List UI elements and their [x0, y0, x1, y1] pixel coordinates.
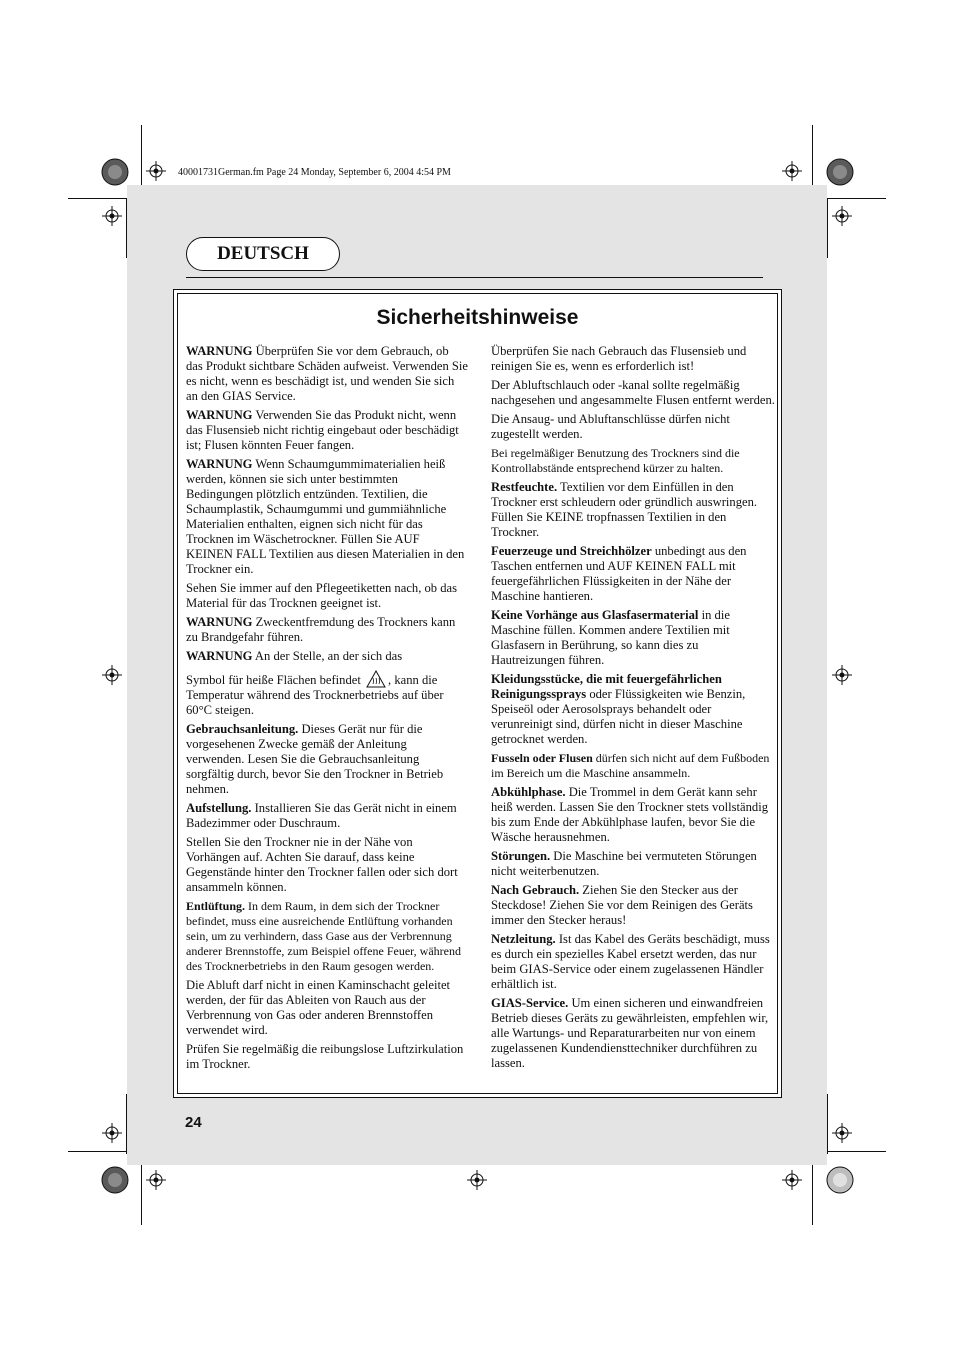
crop-line: [141, 1165, 142, 1225]
language-tab: DEUTSCH: [186, 237, 340, 271]
registration-mark-icon: [832, 665, 852, 685]
paragraph: Abkühlphase. Die Trommel in dem Gerät kann sehr heiß werden. Lassen Sie den Trockner stets vollständig bis zum Ende der Abkühlphase laufen, bevor Sie die Wäsche herausnehmen.: [491, 785, 769, 844]
crop-line: [812, 125, 813, 185]
registration-mark-icon: [102, 206, 122, 226]
crop-line: [827, 198, 886, 199]
color-dot-icon: [101, 158, 129, 186]
paragraph: WARNUNG Überprüfen Sie vor dem Gebrauch, ob das Produkt sichtbare Schäden aufweist. Verwenden Sie es nicht, wenn es beschädigt ist, und wenden Sie sich an den GIAS Service.: [186, 344, 469, 403]
registration-mark-icon: [782, 1170, 802, 1190]
crop-line: [827, 1094, 828, 1154]
paragraph: Nach Gebrauch. Ziehen Sie den Stecker aus der Steckdose! Ziehen Sie vor dem Reinigen des Geräts immer den Stecker heraus!: [491, 883, 753, 927]
registration-mark-icon: [102, 1123, 122, 1143]
paragraph: Gebrauchsanleitung. Dieses Gerät nur für die vorgesehenen Zwecke gemäß der Anleitung verwenden. Lesen Sie die Gebrauchsanleitung sorgfältig durch, bevor Sie den Trockner in Betrieb nehmen.: [186, 722, 444, 796]
safety-box: [173, 289, 782, 1098]
paragraph: Sehen Sie immer auf den Pflegeetiketten nach, ob das Material für das Trocknen geeignet ist.: [186, 581, 458, 610]
paragraph: WARNUNG Wenn Schaumgummimaterialien heiß werden, können sie sich unter bestimmten Bedingungen plötzlich entzünden. Textilien, die Schaumplastik, Schaumgummi und gummiähnliche Materialien enthalten, eignen sich nicht für das Trocknen im Wäschetrockner. Füllen Sie AUF KEINEN FALL Textilien aus diesen Materialien in den Trockner ein.: [186, 457, 465, 576]
paragraph: Entlüftung. In dem Raum, in dem sich der Trockner befindet, muss eine ausreichende Entlüftung vorhanden sein, um zu verhindern, dass Gase aus der Verbrennung anderer Brennstoffe, zum Beispiel offene Feuer, während des Trocknerbetriebs in den Raum gesogen werden.: [186, 899, 461, 973]
crop-line: [68, 1151, 127, 1152]
paragraph: Kleidungsstücke, die mit feuergefährlichen Reinigungssprays oder Flüssigkeiten wie Benzin, Speiseöl oder Aerosolsprays behandelt oder verunreinigt sind, dürfen nicht in dieser Maschine getrocknet werden.: [491, 672, 746, 746]
framemaker-header: 40001731German.fm Page 24 Monday, September 6, 2004 4:54 PM: [178, 167, 451, 178]
paragraph: GIAS-Service. Um einen sicheren und einwandfreien Betrieb dieses Geräts zu gewährleisten, empfehlen wir, alle Wartungs- und Reparaturarbeiten nur von einem zugelassenen Kundendiensttechniker durchführen zu lassen.: [491, 996, 769, 1070]
left-column: [186, 344, 468, 1076]
paragraph: Überprüfen Sie nach Gebrauch das Flusensieb und reinigen Sie es, wenn es erforderlich ist!: [491, 344, 747, 373]
page-number: 24: [185, 1114, 202, 1131]
crop-line: [827, 198, 828, 258]
crop-line: [126, 198, 127, 258]
color-dot-icon: [826, 1166, 854, 1194]
crop-line: [126, 1094, 127, 1154]
paragraph: Bei regelmäßiger Benutzung des Trockners sind die Kontrollabstände entsprechend kürzer zu halten.: [491, 446, 740, 475]
paragraph: Die Ansaug- und Abluftanschlüsse dürfen nicht zugestellt werden.: [491, 412, 730, 441]
paragraph: Störungen. Die Maschine bei vermuteten Störungen nicht weiterbenutzen.: [491, 849, 757, 878]
crop-line: [141, 125, 142, 185]
paragraph: Feuerzeuge und Streichhölzer unbedingt aus den Taschen entfernen und AUF KEINEN FALL mit feuergefährlichen Flüssigkeiten in der Nähe der Maschine hantieren.: [491, 544, 747, 603]
registration-mark-icon: [832, 1123, 852, 1143]
hot-surface-warning-icon: [366, 670, 386, 688]
color-dot-icon: [826, 158, 854, 186]
paragraph: Aufstellung. Installieren Sie das Gerät nicht in einem Badezimmer oder Duschraum.: [186, 801, 457, 830]
safety-box-inner-border: [177, 293, 778, 1094]
paragraph: Keine Vorhänge aus Glasfasermaterial in die Maschine füllen. Kommen andere Textilien mit Glasfasern in Berührung, so kann dies zu Hautreizungen führen.: [491, 608, 730, 667]
paragraph: Restfeuchte. Textilien vor dem Einfüllen in den Trockner erst schleudern oder gründlich auswringen. Füllen Sie KEINE tropfnassen Textilien in den Trockner.: [491, 480, 758, 539]
paragraph: WARNUNG Verwenden Sie das Produkt nicht, wenn das Flusensieb nicht richtig eingebaut oder beschädigt ist; Flusen könnten Feuer fangen.: [186, 408, 459, 452]
registration-mark-icon: [146, 1170, 166, 1190]
crop-line: [68, 198, 127, 199]
registration-mark-icon: [832, 206, 852, 226]
paragraph: Fusseln oder Flusen dürfen sich nicht auf dem Fußboden im Bereich um die Maschine ansammeln.: [491, 751, 770, 780]
right-column: [491, 344, 775, 1075]
paragraph: Die Abluft darf nicht in einen Kaminschacht geleitet werden, der für das Ableiten von Rauch aus der Verbrennung von Gas oder anderen Brennstoffen verwendet wird.: [186, 978, 451, 1037]
paragraph: Der Abluftschlauch oder -kanal sollte regelmäßig nachgesehen und angesammelte Flusen entfernt werden.: [491, 378, 775, 407]
page-title: Sicherheitshinweise: [376, 306, 579, 329]
color-dot-icon: [101, 1166, 129, 1194]
registration-mark-icon: [467, 1170, 487, 1190]
paragraph: Prüfen Sie regelmäßig die reibungslose Luftzirkulation im Trockner.: [186, 1042, 464, 1071]
registration-mark-icon: [146, 161, 166, 181]
crop-line: [812, 1165, 813, 1225]
registration-mark-icon: [102, 665, 122, 685]
crop-line: [827, 1151, 886, 1152]
header-rule: [186, 277, 763, 278]
paragraph: Symbol für heiße Flächen befindet , kann die Temperatur während des Trocknerbetriebs auf über 60°C steigen.: [186, 670, 468, 718]
paragraph: Stellen Sie den Trockner nie in der Nähe von Vorhängen auf. Achten Sie darauf, dass keine Gegenstände hinter den Trockner fallen oder sich dort ansammeln können.: [186, 835, 458, 894]
paragraph: Netzleitung. Ist das Kabel des Geräts beschädigt, muss es durch ein spezielles Kabel ersetzt werden, das nur beim GIAS-Service oder einem zugelassenen Händler erhältlich ist.: [491, 932, 770, 991]
registration-mark-icon: [782, 161, 802, 181]
paragraph: WARNUNG An der Stelle, an der sich das: [186, 649, 403, 663]
paragraph: WARNUNG Zweckentfremdung des Trockners kann zu Brandgefahr führen.: [186, 615, 456, 644]
